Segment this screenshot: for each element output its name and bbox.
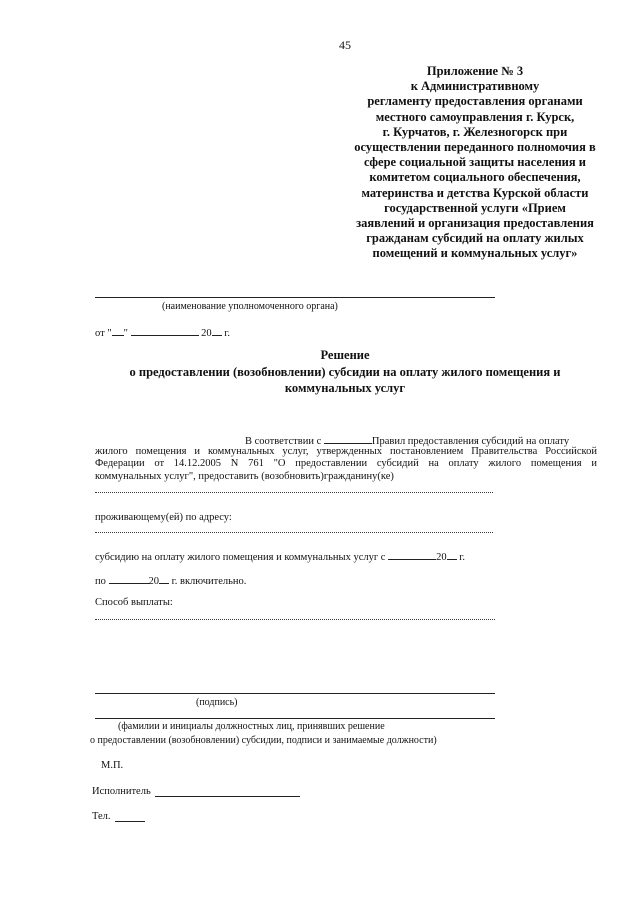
appendix-line: гражданам субсидий на оплату жилых — [366, 231, 584, 246]
authority-name-line[interactable] — [95, 297, 495, 298]
payment-method-label: Способ выплаты: — [95, 597, 173, 608]
year-prefix: 20 — [201, 328, 212, 339]
executor-label: Исполнитель — [92, 786, 151, 797]
appendix-line: заявлений и организация предоставления — [356, 216, 594, 231]
page-number: 45 — [339, 38, 351, 52]
month-blank[interactable] — [131, 325, 199, 336]
rules-blank[interactable] — [324, 433, 372, 444]
address-label: проживающему(ей) по адресу: — [95, 512, 232, 523]
subsidy-year-blank[interactable] — [447, 549, 457, 560]
date-prefix: от " — [95, 328, 112, 339]
body-line-2: жилого помещения и коммунальных услуг, утвержденных постановлением Правительства Российской — [95, 446, 597, 457]
appendix-line: регламенту предоставления органами — [367, 94, 583, 109]
address-line[interactable] — [95, 532, 493, 533]
appendix-header — [330, 64, 620, 262]
appendix-line: государственной услуги «Прием — [384, 200, 566, 215]
subsidy-text: субсидию на оплату жилого помещения и коммунальных услуг с — [95, 552, 386, 563]
body-line-1 — [245, 433, 569, 447]
payment-method-line[interactable] — [95, 619, 495, 620]
appendix-line: Приложение № 3 — [426, 64, 524, 78]
subsidy-from-line — [95, 549, 465, 563]
phone-line[interactable] — [115, 821, 145, 822]
executor-line[interactable] — [155, 796, 300, 797]
date-suffix: г. — [221, 328, 231, 339]
until-year: 20 — [148, 576, 159, 587]
appendix-line: к Административному — [410, 79, 540, 94]
citizen-name-line[interactable] — [95, 492, 493, 493]
body-line-4: коммунальных услуг", предоставить (возобновить)гражданину(ке) — [95, 471, 394, 482]
until-date-blank[interactable] — [109, 573, 149, 584]
authority-caption: (наименование уполномоченного органа) — [162, 301, 338, 312]
appendix-line: материнства и детства Курской области — [361, 185, 589, 200]
officials-caption-1: (фамилии и инициалы должностных лиц, принявших решение — [118, 721, 385, 732]
decision-date — [95, 325, 230, 339]
subsidy-until-line — [95, 573, 246, 587]
officials-line[interactable] — [95, 718, 495, 719]
stamp-label: М.П. — [101, 760, 124, 771]
subsidy-from-date-blank[interactable] — [388, 549, 436, 560]
appendix-line: сфере социальной защиты населения и — [364, 155, 586, 170]
appendix-line: помещений и коммунальных услуг» — [372, 246, 578, 261]
decision-title: Решение — [320, 348, 370, 362]
date-quote: " — [123, 328, 128, 339]
appendix-line: осуществлении переданного полномочия в — [354, 140, 596, 155]
phone-label: Тел. — [92, 811, 111, 822]
appendix-line: комитетом социального обеспечения, — [369, 170, 581, 185]
body-line1-end: Правил предоставления субсидий на оплату — [371, 436, 570, 447]
until-year-blank[interactable] — [159, 573, 169, 584]
decision-subtitle-line1: о предоставлении (возобновлении) субсидии на оплату жилого помещения и — [129, 365, 561, 379]
year-blank[interactable] — [212, 325, 222, 336]
officials-caption-2: о предоставлении (возобновлении) субсидии, подписи и занимаемые должности) — [90, 735, 437, 746]
body-line-3: Федерации от 14.12.2005 N 761 "О предоставлении субсидий на оплату жилого помещения и — [95, 458, 597, 469]
subsidy-suffix: г. — [456, 552, 465, 563]
appendix-line: г. Курчатов, г. Железногорск при — [382, 124, 568, 139]
until-prefix: по — [95, 576, 106, 587]
signature-line[interactable] — [95, 693, 495, 694]
body-line1-start: В соответствии с — [245, 436, 322, 447]
until-suffix: г. включительно. — [169, 576, 247, 587]
subsidy-year: 20 — [436, 552, 447, 563]
signature-caption: (подпись) — [196, 697, 238, 708]
decision-subtitle-line2: коммунальных услуг — [284, 381, 406, 395]
day-blank[interactable] — [112, 325, 124, 336]
appendix-line: местного самоуправления г. Курск, — [375, 109, 575, 124]
